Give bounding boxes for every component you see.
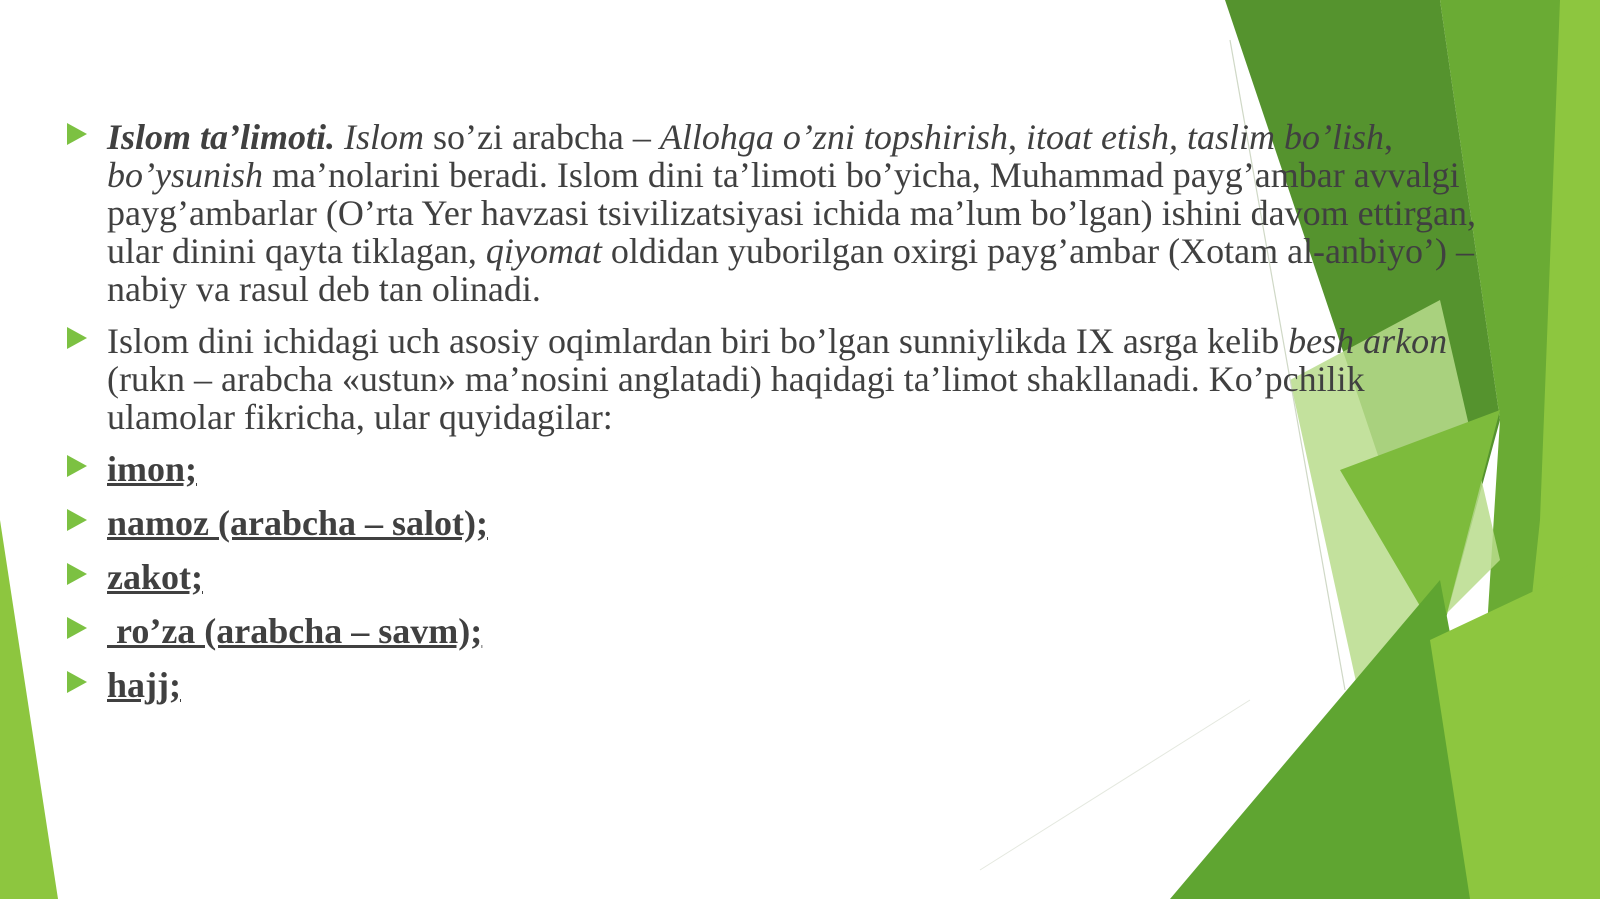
- paragraph-item: [62, 118, 1482, 308]
- pillar-item: [62, 612, 1482, 650]
- triangle-right-icon: [67, 563, 87, 585]
- paragraph-item: [62, 322, 1482, 436]
- text-run: ma’nolarini beradi. Islom dini ta’limoti bo’yicha, Muhammad payg’ambar avvalgi payg’ambarlar (O’rta Yer havzasi tsivilizatsiyasi ichida ma’lum bo’lgan) ishini davom ettirgan, ular dinini qayta tiklagan,: [107, 155, 1476, 271]
- text-run: so’zi arabcha –: [424, 117, 660, 157]
- text-run: itoat etish, taslim bo’lish: [1025, 117, 1384, 157]
- thin-diagonal-line-2: [980, 700, 1250, 870]
- pillar-item: [62, 450, 1482, 488]
- triangle-right-icon: [67, 327, 87, 349]
- pillar-item: [62, 666, 1482, 704]
- text-run: qiyomat: [485, 231, 602, 271]
- triangle-right-icon: [67, 123, 87, 145]
- slide-body: [62, 118, 1482, 720]
- triangle-right-icon: [67, 671, 87, 693]
- text-run: bo’ysunish: [107, 155, 263, 195]
- text-run: ,: [1383, 117, 1393, 157]
- text-run: Allohga o’zni topshirish: [659, 117, 1008, 157]
- pillar-label: imon;: [107, 449, 197, 489]
- pillar-item: [62, 558, 1482, 596]
- text-run: [335, 117, 344, 157]
- pillar-label: namoz (arabcha – salot);: [107, 503, 488, 543]
- pillar-item: [62, 504, 1482, 542]
- text-run: besh arkon: [1288, 321, 1448, 361]
- text-run: Islom: [344, 117, 425, 157]
- pillar-label: ro’za (arabcha – savm);: [107, 611, 483, 651]
- text-run: ,: [1007, 117, 1026, 157]
- text-run: Islom ta’limoti.: [107, 117, 336, 157]
- triangle-right-icon: [67, 455, 87, 477]
- triangle-right-icon: [67, 509, 87, 531]
- triangle-right-icon: [67, 617, 87, 639]
- pillar-label: zakot;: [107, 557, 203, 597]
- text-run: oldidan yuborilgan oxirgi payg’ambar (Xotam al-anbiyo’) – nabiy va rasul deb tan olinadi.: [107, 231, 1474, 309]
- pillar-label: hajj;: [107, 665, 181, 705]
- text-run: Islom dini ichidagi uch asosiy oqimlardan biri bo’lgan sunniylikda IX asrga kelib: [107, 321, 1289, 361]
- left-green-facet: [0, 520, 58, 899]
- text-run: (rukn – arabcha «ustun» ma’nosini anglatadi) haqidagi ta’limot shakllanadi. Ko’pchilik ulamolar fikricha, ular quyidagilar:: [107, 359, 1365, 437]
